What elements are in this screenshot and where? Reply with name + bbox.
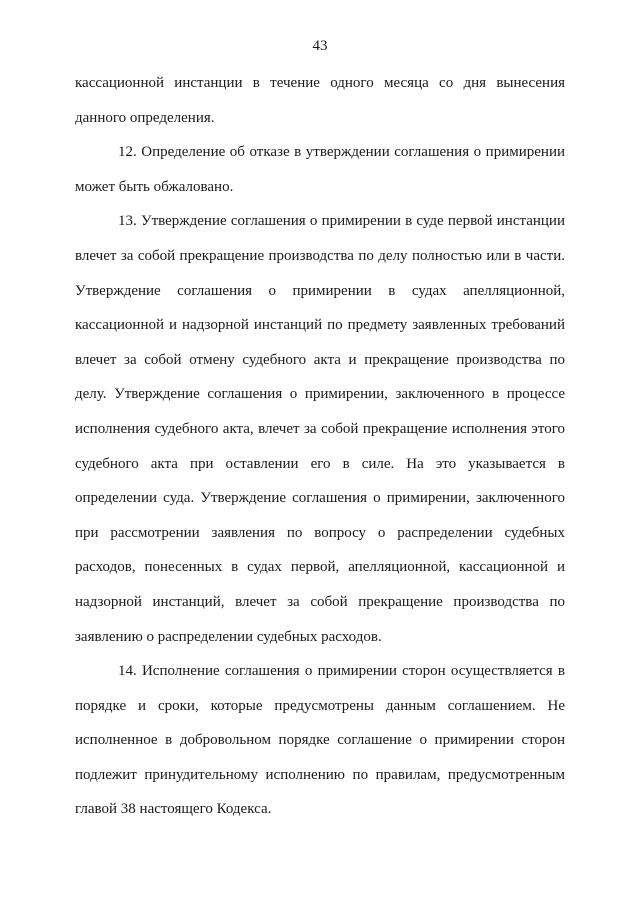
- paragraph-12: 12. Определение об отказе в утверждении соглашения о примирении может быть обжаловано.: [75, 144, 565, 195]
- paragraph-continuation: кассационной инстанции в течение одного месяца со дня вынесения данного определения.: [75, 75, 565, 126]
- page-number: 43: [312, 38, 328, 54]
- document-body: [75, 66, 565, 827]
- paragraph-14: 14. Исполнение соглашения о примирении сторон осуществляется в порядке и сроки, которые предусмотрены данным соглашением. Не исполненное в добровольном порядке соглашение о примирении сторон подлежит принудительному исполнению по правилам, предусмотренным главой 38 настоящего Кодекса.: [75, 663, 565, 818]
- paragraph-13: 13. Утверждение соглашения о примирении в суде первой инстанции влечет за собой прекращение производства по делу полностью или в части. Утверждение соглашения о примирении в судах апелляционной, кассационной и надзорной инстанций по предмету заявленных требований влечет за собой отмену судебного акта и прекращение производства по делу. Утверждение соглашения о примирении, заключенного в процессе исполнения судебного акта, влечет за собой прекращение исполнения этого судебного акта при оставлении его в силе. На это указывается в определении суда. Утверждение соглашения о примирении, заключенного при рассмотрении заявления по вопросу о распределении судебных расходов, понесенных в судах первой, апелляционной, кассационной и надзорной инстанций, влечет за собой прекращение производства по заявлению о распределении судебных расходов.: [75, 213, 565, 645]
